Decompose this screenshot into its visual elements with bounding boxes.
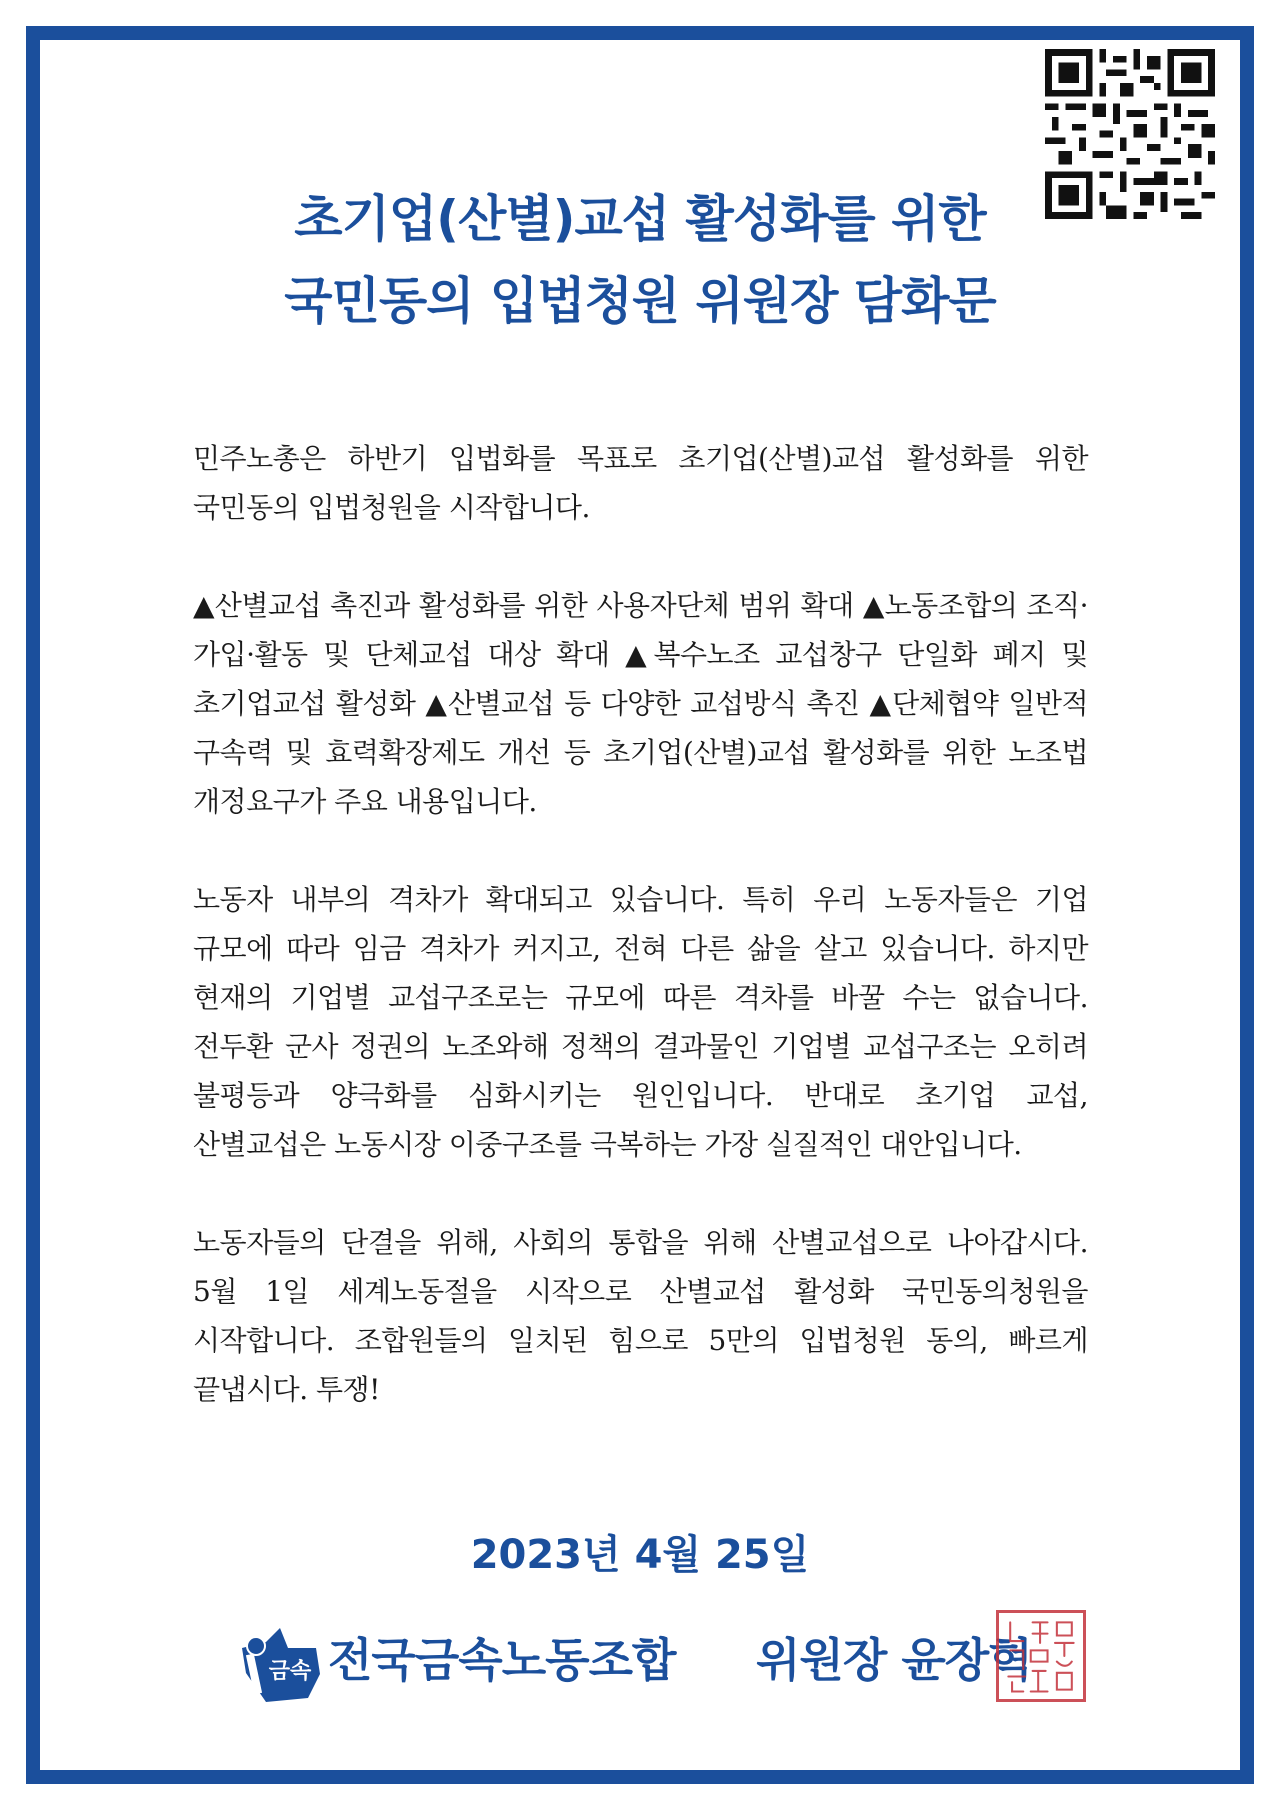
logo-text: 금속 bbox=[268, 1659, 312, 1684]
paragraph-call-to-action: 노동자들의 단결을 위해, 사회의 통합을 위해 산별교섭으로 나아갑시다. 5월 1일 세계노동절을 시작으로 산별교섭 활성화 국민동의청원을 시작합니다. 조합원들의 일치된 힘으로 5만의 입법청원 동의, 빠르게 끝냅시다. 투쟁! bbox=[193, 1226, 1088, 1406]
statement-date: 2023년 4월 25일 bbox=[470, 1532, 810, 1578]
kmwu-logo-icon bbox=[236, 1618, 326, 1708]
paragraph-background: 노동자 내부의 격차가 확대되고 있습니다. 특히 우리 노동자들은 기업 규모에 따라 임금 격차가 커지고, 전혀 다른 삶을 살고 있습니다. 하지만 현재의 기업별 교섭구조로는 규모에 따른 격차를 바꿀 수는 없습니다. 전두환 군사 정권의 노조와해 정책의 결과물인 기업별 교섭구조는 오히려 불평등과 양극화를 심화시키는 원인입니다. 반대로 초기업 교섭, 산별교섭은 노동시장 이중구조를 극복하는 가장 실질적인 대안입니다. bbox=[193, 883, 1088, 1161]
signature-block bbox=[236, 1610, 1086, 1710]
org-name: 전국금속노동조합 bbox=[328, 1633, 676, 1687]
statement-body bbox=[193, 434, 1088, 1463]
official-seal-icon bbox=[996, 1610, 1086, 1702]
chairperson-name: 위원장 윤장혁 bbox=[756, 1633, 1032, 1687]
title-line-2: 국민동의 입법청원 위원장 담화문 bbox=[284, 272, 996, 330]
paragraph-demands: ▲산별교섭 촉진과 활성화를 위한 사용자단체 범위 확대 ▲노동조합의 조직·가입·활동 및 단체교섭 대상 확대 ▲복수노조 교섭창구 단일화 폐지 및 초기업교섭 활성화 ▲산별교섭 등 다양한 교섭방식 촉진 ▲단체협약 일반적 구속력 및 효력확장제도 개선 등 초기업(산별)교섭 활성화를 위한 노조법 개정요구가 주요 내용입니다. bbox=[193, 589, 1088, 818]
paragraph-intro: 민주노총은 하반기 입법화를 목표로 초기업(산별)교섭 활성화를 위한 국민동의 입법청원을 시작합니다. bbox=[193, 442, 1088, 524]
title-line-1: 초기업(산별)교섭 활성화를 위한 bbox=[294, 190, 986, 248]
page-title bbox=[160, 178, 1120, 342]
